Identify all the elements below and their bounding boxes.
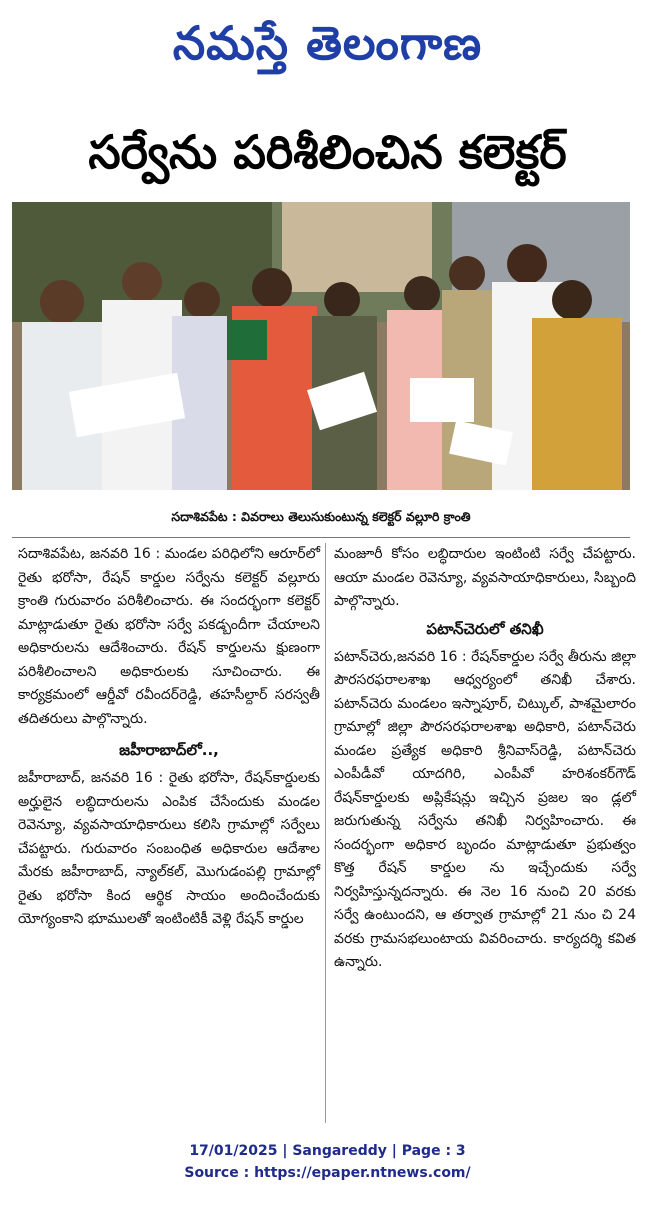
photo-caption: సదాశివపేట : వివరాలు తెలుసుకుంటున్న కలెక్టర్ వల్లూరి క్రాంతి [171,509,471,524]
article-column-left [18,543,320,932]
article-paragraph: పటాన్‌చెరు,జనవరి 16 : రేషన్‌కార్డుల సర్వే తీరును జిల్లా పౌరసరఫరాలశాఖ ఆధ్వర్యంలో తనిఖీ చేశారు. పటాన్‌చెరు మండలం ఇస్నాపూర్, చిట్కుల్, పాశమైలారం గ్రామాల్లో జిల్లా పౌరసరఫరాలశాఖ అధికారి, పటాన్‌చెరు మండల ప్రత్యేక అధికారి శ్రీనివాస్‌రెడ్డి, పటాన్‌చెరు ఎంపీడీవో యాదగిరి, ఎంపీవో హరిశంకర్‌గౌడ్ రేషన్‌కార్డులకు అప్లికేషన్లు ఇచ్చిన ప్రజల ఇం డ్లలో జరుగుతున్న సర్వేను తనిఖీ నిర్వహించారు. ఈ సందర్భంగా అధికార బృందం మాట్లాడుతూ ప్రభుత్వం కొత్త రేషన్ కార్డుల ను ఇచ్చేందుకు సర్వే నిర్వహిస్తున్నదన్నారు. ఈ నెల 16 నుంచి 20 వరకు సర్వే ఉంటుందని, ఆ తర్వాత గ్రామాల్లో 21 నుం చి 24 వరకు గ్రామసభలుంటాయ వివరించారు. కార్యదర్శి కవిత ఉన్నారు. [334,648,636,970]
article-headline: సర్వేను పరిశీలించిన కలెక్టర్ [88,125,567,179]
section-subhead: జహీరాబాద్‌లో.., [119,741,219,759]
article-column-right [334,543,636,975]
column-top-rule [12,537,630,538]
source-link[interactable]: Source : https://epaper.ntnews.com/ [184,1165,471,1181]
article-paragraph: మంజూరీ కోసం లబ్ధిదారుల ఇంటింటి సర్వే చేపట్టారు. ఆయా మండల రెవెన్యూ, వ్యవసాయాధికారులు, సిబ్బంది పాల్గొన్నారు. [334,546,636,609]
newspaper-masthead: నమస్తే తెలంగాణ [172,16,483,70]
article-paragraph: జహీరాబాద్, జనవరి 16 : రైతు భరోసా, రేషన్‌కార్డులకు అర్హులైన లబ్ధిదారులను ఎంపిక చేసేందుకు మండల రెవెన్యూ, వ్యవసాయాధికారులు కలిసి గ్రామాల్లో సర్వేలు చేపట్టారు. గురువారం సంబంధిత అధికారుల ఆదేశాల మేరకు జహీరాబాద్, న్యాల్‌కల్, మొగుడంపల్లి గ్రామాల్లో రైతు భరోసా కింద ఆర్థిక సాయం అందించేందుకు యోగ్యంకాని భూములతో ఇంటింటికీ వెళ్లి రేషన్ కార్డుల [18,770,320,927]
news-photo-illustration [12,202,630,490]
edition-info: 17/01/2025 | Sangareddy | Page : 3 [189,1143,466,1159]
article-paragraph: సదాశివపేట, జనవరి 16 : మండల పరిధిలోని ఆరూర్‌లో రైతు భరోసా, రేషన్ కార్డుల సర్వేను కలెక్టర్ వల్లూరు క్రాంతి గురువారం పరిశీలించారు. ఈ సందర్భంగా కలెక్టర్ మాట్లాడుతూ రైతు భరోసా సర్వే పకడ్బందీగా చేయాలని అధికారులను ఆదేశించారు. రేషన్ కార్డులను క్షుణంగా పరిశీలించాలని అధికారులకు సూచించారు. ఈ కార్యక్రమంలో ఆర్డీవో రవీందర్‌రెడ్డి, తహసీల్దార్ సరస్వతీ తదితరులు పాల్గొన్నారు. [18,546,320,727]
section-subhead: పటాన్‌చెరులో తనిఖీ [426,619,544,638]
news-photo [12,202,630,490]
page-footer [0,1140,655,1184]
column-divider [325,543,326,1123]
